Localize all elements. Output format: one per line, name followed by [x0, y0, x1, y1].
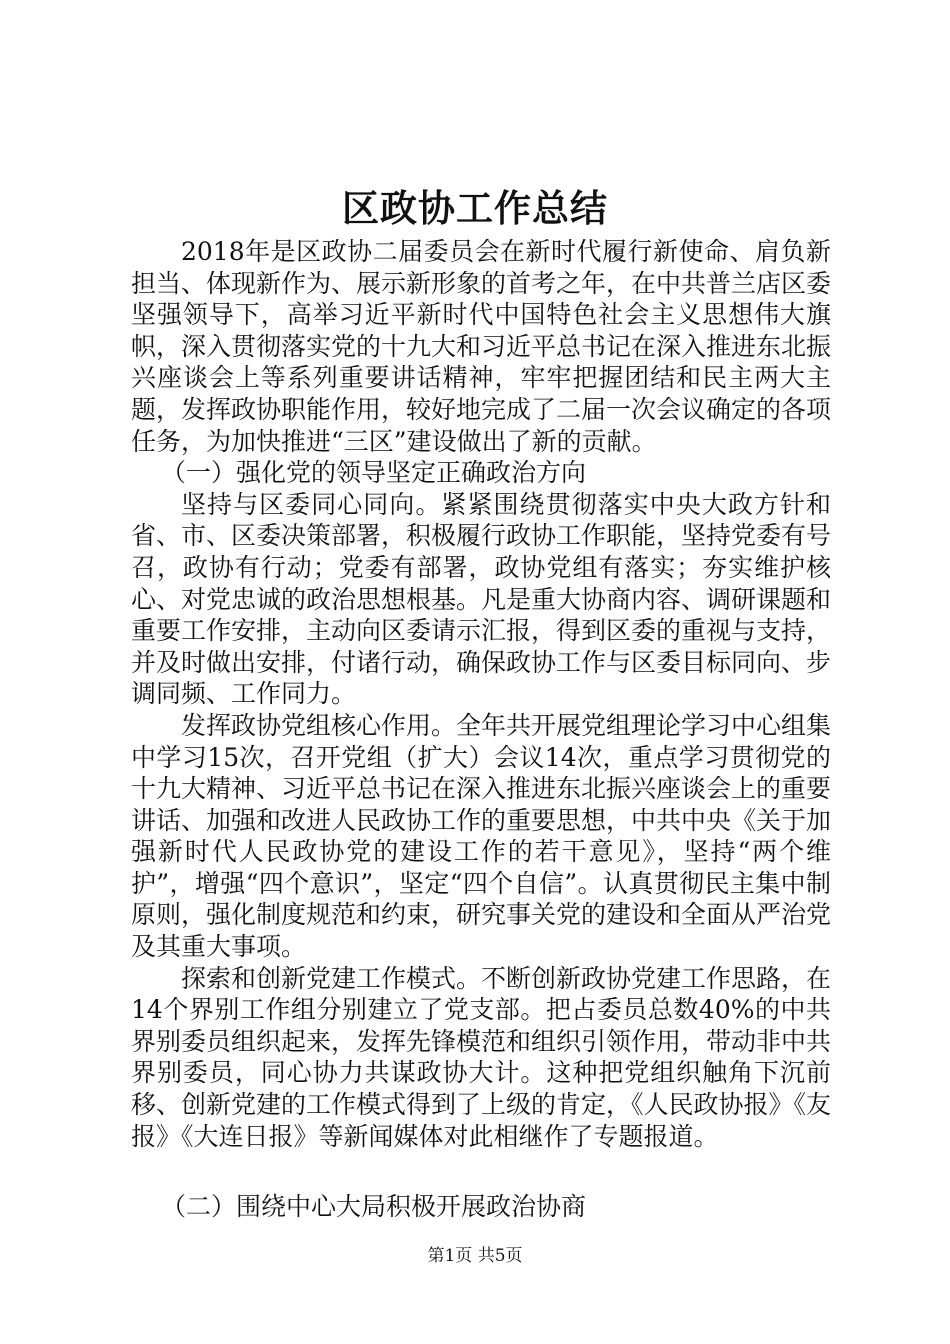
document-body	[131, 236, 831, 1223]
section-1-paragraph-1: 坚持与区委同心同向。紧紧围绕贯彻落实中央大政方针和省、市、区委决策部署，积极履行政协工作职能，坚持党委有号召，政协有行动；党委有部署，政协党组有落实；夯实维护核心、对党忠诚的政治思想根基。凡是重大协商内容、调研课题和重要工作安排，主动向区委请示汇报，得到区委的重视与支持，并及时做出安排，付诸行动，确保政协工作与区委目标同向、步调同频、工作同力。	[131, 489, 832, 709]
page-footer: 第1页 共5页	[427, 1246, 523, 1266]
intro-paragraph: 2018年是区政协二届委员会在新时代履行新使命、肩负新担当、体现新作为、展示新形象的首考之年，在中共普兰店区委坚强领导下，高举习近平新时代中国特色社会主义思想伟大旗帜，深入贯彻落实党的十九大和习近平总书记在深入推进东北振兴座谈会上等系列重要讲话精神，牢牢把握团结和民主两大主题，发挥政协职能作用，较好地完成了二届一次会议确定的各项任务，为加快推进“三区”建设做出了新的贡献。	[131, 237, 832, 456]
section-2-heading: （二）围绕中心大局积极开展政治协商	[161, 1192, 587, 1222]
section-gap	[131, 1152, 831, 1191]
section-1-heading: （一）强化党的领导坚定正确政治方向	[161, 458, 587, 488]
section-1-paragraph-2: 发挥政协党组核心作用。全年共开展党组理论学习中心组集中学习15次，召开党组（扩大）会议14次，重点学习贯彻党的十九大精神、习近平总书记在深入推进东北振兴座谈会上的重要讲话、加强和改进人民政协工作的重要思想，中共中央《关于加强新时代人民政协党的建设工作的若干意见》，坚持“两个维护”，增强“四个意识”，坚定“四个自信”。认真贯彻民主集中制原则，强化制度规范和约束，研究事关党的建设和全面从严治党及其重大事项。	[131, 710, 832, 962]
section-1-paragraph-3: 探索和创新党建工作模式。不断创新政协党建工作思路，在14个界别工作组分别建立了党支部。把占委员总数40%的中共界别委员组织起来，发挥先锋模范和组织引领作用，带动非中共界别委员，同心协力共谋政协大计。这种把党组织触角下沉前移、创新党建的工作模式得到了上级的肯定，《人民政协报》《友报》《大连日报》等新闻媒体对此相继作了专题报道。	[131, 963, 832, 1151]
document-title: 区政协工作总结	[342, 186, 608, 230]
